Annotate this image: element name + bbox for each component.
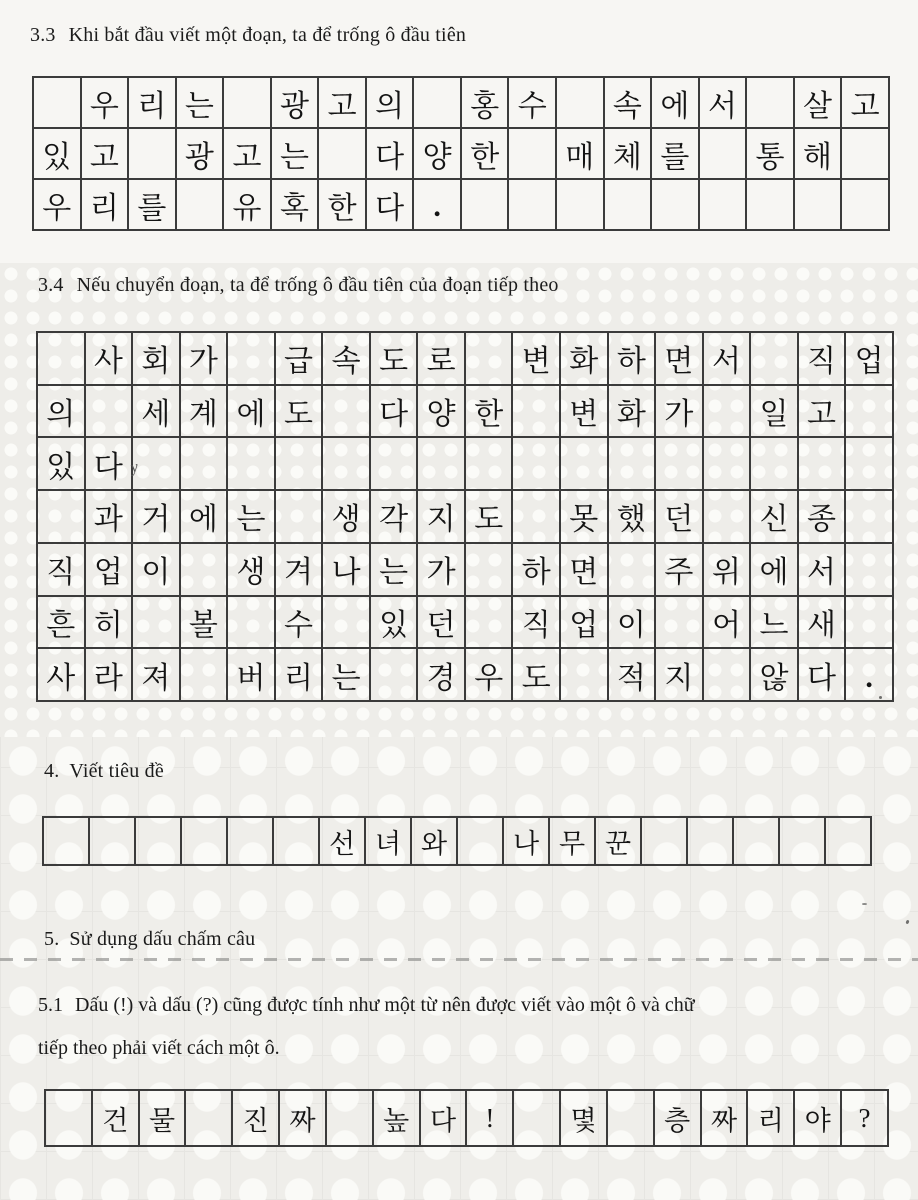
section-5-heading (44, 928, 255, 951)
grid-cell-char: 히 (85, 596, 133, 649)
grid-cell-empty (370, 437, 418, 490)
grid-cell-char: 다 (370, 385, 418, 438)
grid-cell-empty (560, 437, 608, 490)
grid-cell-char: 못 (560, 490, 608, 543)
grid-cell-empty (608, 543, 656, 596)
grid-cell-char: 라 (85, 648, 133, 701)
grid-cell-char: 선 (319, 817, 365, 865)
grid-cell-char: 야 (794, 1090, 841, 1146)
grid-cell-empty (556, 77, 604, 128)
grid-cell-char: 녀 (365, 817, 411, 865)
grid-cell-empty (180, 648, 228, 701)
grid-cell-char: . (413, 179, 461, 230)
grid-cell-empty (176, 179, 224, 230)
grid-cell-empty (798, 437, 846, 490)
grid-cell-char: 광 (176, 128, 224, 179)
punctuation-example-grid (44, 1089, 889, 1147)
grid-cell-empty (417, 437, 465, 490)
grid-cell-char: 한 (465, 385, 513, 438)
grid-cell-empty (227, 817, 273, 865)
grid-cell-empty (223, 77, 271, 128)
grid-row (37, 490, 893, 543)
grid-cell-empty (651, 179, 699, 230)
grid-cell-empty (512, 385, 560, 438)
grid-cell-char: 의 (366, 77, 414, 128)
grid-cell-char: 가 (180, 332, 228, 385)
grid-cell-empty (318, 128, 366, 179)
grid-cell-char: 살 (794, 77, 842, 128)
section-5-1-text-1: Dấu (!) và dấu (?) cũng được tính như một từ nên được viết vào một ô và chữ (75, 994, 695, 1016)
grid-cell-char: 리 (128, 77, 176, 128)
grid-row (33, 179, 889, 230)
grid-row (33, 77, 889, 128)
title-grid (42, 816, 872, 866)
grid-cell-char: 과 (85, 490, 133, 543)
grid-cell-char: 도 (370, 332, 418, 385)
grid-cell-char: 이 (132, 543, 180, 596)
grid-cell-empty (273, 817, 319, 865)
grid-cell-char: 적 (608, 648, 656, 701)
grid-cell-char: 혹 (271, 179, 319, 230)
grid-cell-char: 꾼 (595, 817, 641, 865)
grid-cell-empty (512, 437, 560, 490)
manuscript-grid-3-3 (32, 76, 890, 231)
grid-cell-char: 하 (512, 543, 560, 596)
grid-cell-char: 버 (227, 648, 275, 701)
grid-cell-char: 수 (508, 77, 556, 128)
grid-cell-char: 사 (85, 332, 133, 385)
grid-cell-char: 흔 (37, 596, 85, 649)
grid-cell-char: 일 (750, 385, 798, 438)
grid-cell-char: 가 (417, 543, 465, 596)
grid-row (45, 1090, 888, 1146)
grid-cell-char: 신 (750, 490, 798, 543)
grid-cell-char: 우 (81, 77, 129, 128)
grid-cell-char: 는 (227, 490, 275, 543)
grid-cell-char: 도 (465, 490, 513, 543)
grid-cell-char: 했 (608, 490, 656, 543)
grid-cell-char: 짜 (279, 1090, 326, 1146)
grid-cell-empty (33, 77, 81, 128)
grid-cell-empty (508, 128, 556, 179)
grid-cell-char: 고 (223, 128, 271, 179)
grid-cell-empty (845, 437, 893, 490)
grid-cell-char: . (845, 648, 893, 701)
grid-cell-char: 고 (81, 128, 129, 179)
grid-cell-char: ? (841, 1090, 888, 1146)
grid-cell-empty (326, 1090, 373, 1146)
grid-cell-empty (457, 817, 503, 865)
grid-cell-char: 도 (512, 648, 560, 701)
manuscript-grid-3-4 (36, 331, 894, 702)
grid-cell-char: 이 (608, 596, 656, 649)
grid-cell-char: 다 (798, 648, 846, 701)
grid-cell-empty (132, 437, 180, 490)
grid-cell-char: 에 (651, 77, 699, 128)
grid-cell-char: 무 (549, 817, 595, 865)
grid-cell-empty (37, 332, 85, 385)
grid-cell-empty (560, 648, 608, 701)
grid-cell-char: 물 (139, 1090, 186, 1146)
grid-cell-empty (641, 817, 687, 865)
grid-row (37, 543, 893, 596)
grid-cell-empty (655, 596, 703, 649)
grid-cell-char: 직 (512, 596, 560, 649)
grid-cell-empty (608, 437, 656, 490)
grid-cell-char: 던 (655, 490, 703, 543)
grid-cell-char: 나 (322, 543, 370, 596)
grid-cell-char: 서 (798, 543, 846, 596)
grid-cell-empty (746, 179, 794, 230)
grid-cell-char: 양 (417, 385, 465, 438)
grid-cell-empty (750, 437, 798, 490)
section-3-4-title: Nếu chuyển đoạn, ta để trống ô đầu tiên của đoạn tiếp theo (76, 274, 559, 296)
grid-row (37, 648, 893, 701)
scan-speck (879, 696, 882, 699)
grid-cell-empty (465, 437, 513, 490)
section-3-3-title: Khi bắt đầu viết một đoạn, ta để trống ô đầu tiên (68, 24, 467, 46)
grid-cell-empty (128, 128, 176, 179)
grid-cell-char: 지 (417, 490, 465, 543)
grid-row (37, 332, 893, 385)
grid-cell-empty (556, 179, 604, 230)
grid-cell-char: 통 (746, 128, 794, 179)
section-3-3-number: 3.3 (30, 24, 56, 46)
grid-cell-empty (703, 385, 751, 438)
grid-cell-empty (370, 648, 418, 701)
grid-row (43, 817, 871, 865)
grid-cell-empty (841, 179, 889, 230)
grid-cell-char: 회 (132, 332, 180, 385)
grid-row (37, 596, 893, 649)
grid-cell-char: 에 (750, 543, 798, 596)
grid-cell-char: 양 (413, 128, 461, 179)
grid-cell-char: 로 (417, 332, 465, 385)
grid-cell-char: 매 (556, 128, 604, 179)
grid-cell-char: 다 (85, 437, 133, 490)
grid-cell-empty (275, 490, 323, 543)
grid-cell-char: 볼 (180, 596, 228, 649)
grid-cell-empty (180, 437, 228, 490)
grid-cell-char: 에 (227, 385, 275, 438)
grid-cell-char: 생 (227, 543, 275, 596)
grid-cell-char: 느 (750, 596, 798, 649)
grid-cell-char: 던 (417, 596, 465, 649)
grid-cell-empty (43, 817, 89, 865)
section-5-number: 5. (44, 928, 60, 950)
grid-cell-char: 한 (318, 179, 366, 230)
grid-cell-char: 변 (512, 332, 560, 385)
grid-cell-char: 각 (370, 490, 418, 543)
grid-cell-empty (845, 543, 893, 596)
section-3-3-heading (30, 24, 466, 47)
grid-cell-empty (699, 128, 747, 179)
grid-cell-char: 어 (703, 596, 751, 649)
grid-cell-char: 는 (176, 77, 224, 128)
grid-cell-char: 면 (560, 543, 608, 596)
grid-cell-char: 광 (271, 77, 319, 128)
grid-cell-char: ! (466, 1090, 513, 1146)
grid-cell-empty (135, 817, 181, 865)
grid-cell-char: 고 (318, 77, 366, 128)
grid-cell-char: 높 (373, 1090, 420, 1146)
grid-cell-char: 화 (560, 332, 608, 385)
grid-cell-char: 에 (180, 490, 228, 543)
grid-cell-char: 와 (411, 817, 457, 865)
grid-cell-char: 사 (37, 648, 85, 701)
grid-cell-char: 도 (275, 385, 323, 438)
grid-cell-char: 속 (322, 332, 370, 385)
grid-cell-empty (180, 543, 228, 596)
grid-cell-empty (687, 817, 733, 865)
grid-cell-empty (750, 332, 798, 385)
grid-cell-char: 있 (33, 128, 81, 179)
grid-cell-empty (845, 385, 893, 438)
section-3-4-heading (38, 274, 559, 297)
grid-row (37, 385, 893, 438)
grid-cell-char: 주 (655, 543, 703, 596)
grid-cell-char: 위 (703, 543, 751, 596)
grid-cell-empty (845, 490, 893, 543)
grid-cell-empty (322, 437, 370, 490)
grid-cell-empty (37, 490, 85, 543)
scan-speck (862, 903, 867, 905)
grid-cell-char: 는 (370, 543, 418, 596)
grid-cell-empty (322, 596, 370, 649)
grid-cell-char: 다 (420, 1090, 467, 1146)
grid-cell-char: 있 (37, 437, 85, 490)
grid-cell-char: 는 (271, 128, 319, 179)
grid-cell-char: 리 (81, 179, 129, 230)
grid-cell-char: 건 (92, 1090, 139, 1146)
grid-cell-char: 우 (465, 648, 513, 701)
grid-cell-empty (132, 596, 180, 649)
grid-cell-empty (465, 543, 513, 596)
section-5-1-number: 5.1 (38, 994, 63, 1016)
grid-cell-char: 업 (845, 332, 893, 385)
grid-cell-empty (825, 817, 871, 865)
grid-cell-char: 수 (275, 596, 323, 649)
grid-cell-empty (703, 437, 751, 490)
grid-cell-char: 업 (85, 543, 133, 596)
section-3-4-number: 3.4 (38, 274, 64, 296)
grid-cell-char: 있 (370, 596, 418, 649)
grid-cell-empty (655, 437, 703, 490)
grid-cell-char: 층 (654, 1090, 701, 1146)
grid-cell-char: 한 (461, 128, 509, 179)
grid-cell-char: 경 (417, 648, 465, 701)
grid-cell-empty (465, 332, 513, 385)
grid-cell-empty (746, 77, 794, 128)
grid-cell-empty (465, 596, 513, 649)
grid-cell-char: 리 (747, 1090, 794, 1146)
grid-cell-char: 의 (37, 385, 85, 438)
grid-cell-char: 나 (503, 817, 549, 865)
section-4-number: 4. (44, 760, 60, 782)
grid-cell-empty (508, 179, 556, 230)
grid-cell-char: 세 (132, 385, 180, 438)
grid-cell-empty (604, 179, 652, 230)
grid-cell-empty (794, 179, 842, 230)
grid-cell-char: 새 (798, 596, 846, 649)
grid-cell-char: 를 (651, 128, 699, 179)
grid-cell-char: 업 (560, 596, 608, 649)
grid-cell-char: 속 (604, 77, 652, 128)
grid-cell-char: 고 (841, 77, 889, 128)
section-5-1-line-1 (38, 994, 695, 1016)
grid-cell-empty (275, 437, 323, 490)
grid-cell-char: 하 (608, 332, 656, 385)
grid-cell-char: 리 (275, 648, 323, 701)
grid-cell-char: 겨 (275, 543, 323, 596)
grid-cell-empty (779, 817, 825, 865)
grid-cell-empty (461, 179, 509, 230)
grid-cell-char: 면 (655, 332, 703, 385)
section-5-1-paragraph (38, 984, 898, 1070)
grid-cell-empty (512, 490, 560, 543)
grid-cell-char: 지 (655, 648, 703, 701)
grid-row (33, 128, 889, 179)
grid-cell-char: 는 (322, 648, 370, 701)
grid-cell-char: 급 (275, 332, 323, 385)
grid-cell-char: 않 (750, 648, 798, 701)
grid-cell-empty (45, 1090, 92, 1146)
grid-cell-char: 진 (232, 1090, 279, 1146)
grid-cell-char: 해 (794, 128, 842, 179)
grid-cell-empty (703, 490, 751, 543)
grid-cell-char: 몇 (560, 1090, 607, 1146)
grid-cell-empty (841, 128, 889, 179)
grid-cell-char: 거 (132, 490, 180, 543)
grid-cell-char: 져 (132, 648, 180, 701)
grid-cell-empty (181, 817, 227, 865)
grid-cell-empty (85, 385, 133, 438)
section-4-title: Viết tiêu đề (69, 760, 164, 782)
grid-cell-empty (513, 1090, 560, 1146)
grid-cell-char: 종 (798, 490, 846, 543)
stray-pen-mark: y (129, 458, 140, 477)
section-5-1-text-2: tiếp theo phải viết cách một ô. (38, 1037, 280, 1059)
grid-cell-char: 서 (703, 332, 751, 385)
grid-cell-char: 짜 (701, 1090, 748, 1146)
grid-cell-char: 생 (322, 490, 370, 543)
grid-cell-empty (703, 648, 751, 701)
grid-cell-empty (607, 1090, 654, 1146)
grid-cell-char: 홍 (461, 77, 509, 128)
grid-cell-char: 우 (33, 179, 81, 230)
grid-cell-empty (227, 332, 275, 385)
grid-cell-char: 다 (366, 179, 414, 230)
grid-cell-char: 유 (223, 179, 271, 230)
grid-cell-char: 계 (180, 385, 228, 438)
grid-cell-empty (185, 1090, 232, 1146)
section-5-title: Sử dụng dấu chấm câu (69, 928, 256, 950)
fold-dashed-line (0, 958, 918, 961)
grid-cell-char: 화 (608, 385, 656, 438)
grid-cell-empty (733, 817, 779, 865)
grid-cell-char: 변 (560, 385, 608, 438)
grid-cell-char: 직 (37, 543, 85, 596)
section-4-heading (44, 760, 164, 783)
grid-cell-char: 직 (798, 332, 846, 385)
grid-cell-char: 가 (655, 385, 703, 438)
grid-cell-char: 를 (128, 179, 176, 230)
grid-cell-empty (227, 596, 275, 649)
grid-cell-empty (413, 77, 461, 128)
grid-cell-char: 다 (366, 128, 414, 179)
grid-cell-char: 고 (798, 385, 846, 438)
grid-cell-char: 서 (699, 77, 747, 128)
grid-cell-empty (699, 179, 747, 230)
grid-row (37, 437, 893, 490)
grid-cell-empty (845, 596, 893, 649)
grid-cell-empty (322, 385, 370, 438)
grid-cell-empty (89, 817, 135, 865)
grid-cell-char: 체 (604, 128, 652, 179)
grid-cell-empty (227, 437, 275, 490)
